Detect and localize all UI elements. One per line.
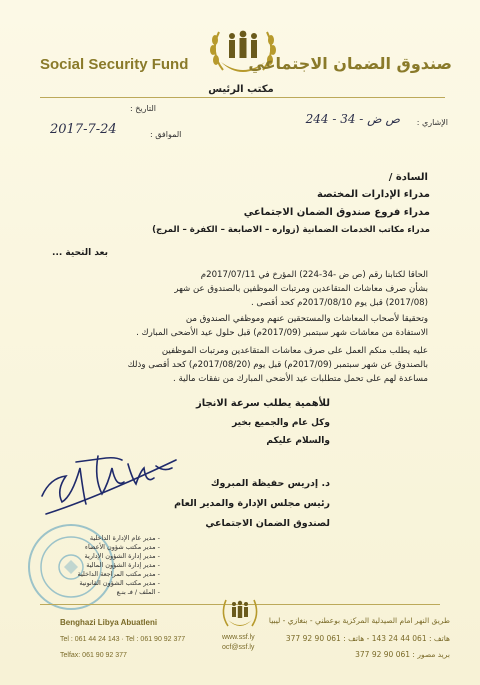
cc-list-item: - مدير مكتب المراجعة الداخلية [77,570,160,578]
handwritten-signature [36,438,196,523]
footer-fax-en: Telfax: 061 90 92 377 [60,652,127,659]
footer-website: www.ssf.ly [222,634,255,641]
signatory-organization: لصندوق الضمان الاجتماعي [205,518,330,529]
addressee-line: مدراء الإدارات المختصة [317,189,430,200]
body-line: بشأن صرف معاشات المتقاعدين ومرتبات الموظفين بالصندوق عن شهر [174,284,428,294]
cc-list-item: - مدير إدارة الشؤون المالية [86,561,160,569]
footer-phone-ar: هاتف : 061 44 24 143 - هاتف : 061 90 92 377 [285,634,450,643]
cc-list-item: - مدير مكتب شؤون الأعضاء [84,543,160,551]
body-line: عليه يطلب منكم العمل على صرف معاشات المتقاعدين ومرتبات الموظفين [161,346,428,356]
cc-list-item: - الملف / فـ بنـع [116,588,160,596]
date-label: التاريخ : [130,104,157,113]
footer-address-ar: طريق النهر امام الصيدلية المركزية بوعطني - بنغازي - ليبيا [268,616,450,625]
org-name-arabic: صندوق الضمان الاجتماعي [248,54,452,73]
header-divider [40,97,445,98]
cc-list-item: - مدير مكتب الشؤون القانونية [79,579,160,587]
footer-email: ocf@ssf.ly [222,644,255,651]
org-name-english: Social Security Fund [40,56,189,73]
body-line: وتحقيقا لأصحاب المعاشات والمستحقين عنهم وموظفي الصندوق من [185,314,428,324]
footer-fax-ar: بريد مصور : 061 90 92 377 [355,650,450,659]
body-line: الحاقا لكتابنا رقم (ص ض -34-224) المؤرخ في 2017/07/11م [200,270,428,280]
letter-date: 2017-7-24 [50,122,117,137]
signatory-title: رئيس مجلس الإدارة والمدير العام [174,498,330,509]
body-line: بالصندوق عن شهر سبتمبر (2017/09م) قبل يوم (2017/08/20م) كحد أقصى وذلك [127,360,428,370]
body-line: الاستفادة من معاشات شهر سبتمبر (2017/09م) قبل حلول عيد الأضحى المبارك . [136,328,428,338]
greeting: بعد التحية ... [52,248,108,258]
president-office-label: مكتب الرئيس [208,84,274,95]
closing-line: والسلام عليكم [266,436,330,446]
closing-line: للأهمية يطلب سرعة الانجاز [195,398,330,409]
body-line: (2017/08) قبل يوم 2017/08/10م كحد أقصى . [250,298,428,308]
date-corresponding-label: الموافق : [150,130,182,139]
cc-list-item: - مدير إدارة الشؤون الإدارية [84,552,160,560]
closing-line: وكل عام والجميع بخير [232,418,330,428]
reference-number: ص ض - 34 - 244 [305,112,400,126]
footer-address-en: Benghazi Libya Abuatleni [60,618,158,627]
footer-phone-en: Tel : 061 44 24 143 · Tel : 061 90 92 377 [60,636,186,643]
cc-list-item: - مدير عام الإدارة الداخلية [89,534,160,542]
addressee-line: مدراء مكاتب الخدمات الضمانية (زواره – الاصابعة – الكفرة – المرج) [152,225,430,235]
salutation: السادة / [388,172,428,183]
body-line: مساعدة لهم على تحمل متطلبات عيد الأضحى المبارك من نفقات مالية . [173,374,428,384]
reference-label: الإشاري : [416,118,448,127]
signatory-name: د. إدريس حفيظة المبروك [210,478,330,489]
addressee-line: مدراء فروع صندوق الضمان الاجتماعي [243,207,430,218]
footer-logo-icon [218,596,262,630]
